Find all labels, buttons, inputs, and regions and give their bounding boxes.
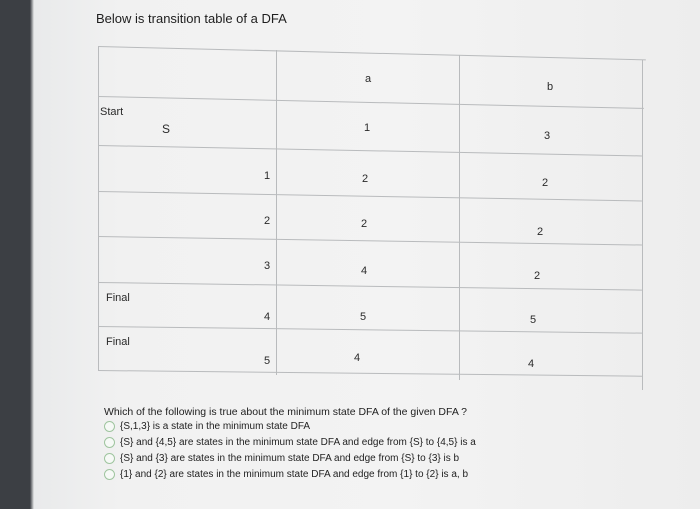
option-label: {S} and {4,5} are states in the minimum state DFA and edge from {S} to {4,5} is a xyxy=(120,437,476,448)
transition-b: 5 xyxy=(530,314,537,326)
transition-a: 4 xyxy=(354,352,361,364)
table-line xyxy=(98,370,642,377)
question-text: Which of the following is true about the minimum state DFA of the given DFA ? xyxy=(104,406,468,418)
row-label-start: Start xyxy=(100,106,124,118)
radio-button[interactable] xyxy=(104,469,115,480)
answer-option[interactable] xyxy=(104,421,310,432)
answer-option[interactable] xyxy=(104,469,468,480)
transition-b: 4 xyxy=(528,358,535,370)
option-label: {1} and {2} are states in the minimum state DFA and edge from {1} to {2} is a, b xyxy=(120,469,469,480)
table-line xyxy=(98,145,642,156)
option-label: {S,1,3} is a state in the minimum state DFA xyxy=(120,421,311,432)
answer-option[interactable] xyxy=(104,453,459,464)
table-line xyxy=(98,236,642,246)
radio-button[interactable] xyxy=(104,453,115,464)
transition-table xyxy=(34,0,700,509)
transition-b: 3 xyxy=(544,130,551,142)
state-cell: 3 xyxy=(264,260,271,272)
table-line xyxy=(98,282,642,291)
transition-a: 2 xyxy=(362,173,369,185)
col-header-a: a xyxy=(365,73,372,85)
radio-button[interactable] xyxy=(104,437,115,448)
page-title: Below is transition table of a DFA xyxy=(96,11,287,26)
table-line xyxy=(459,55,460,380)
transition-a: 5 xyxy=(360,311,367,323)
option-label: {S} and {3} are states in the minimum state DFA and edge from {S} to {3} is b xyxy=(120,453,460,464)
state-cell: 1 xyxy=(264,170,271,182)
table-line xyxy=(98,191,642,201)
row-label-final: Final xyxy=(106,336,130,348)
row-label-final: Final xyxy=(106,292,130,304)
state-cell: 2 xyxy=(264,215,271,227)
table-line xyxy=(98,326,642,334)
col-header-b: b xyxy=(547,81,554,93)
transition-a: 4 xyxy=(361,265,368,277)
table-line xyxy=(98,46,646,60)
state-cell: 5 xyxy=(264,355,271,367)
transition-b: 2 xyxy=(542,177,549,189)
table-line xyxy=(276,50,277,375)
page xyxy=(34,0,700,509)
radio-button[interactable] xyxy=(104,421,115,432)
answer-option[interactable] xyxy=(104,437,476,448)
table-line xyxy=(642,60,643,390)
transition-b: 2 xyxy=(534,270,541,282)
table-line xyxy=(98,96,644,109)
transition-a: 2 xyxy=(361,218,368,230)
transition-b: 2 xyxy=(537,226,544,238)
state-cell: S xyxy=(162,122,171,136)
state-cell: 4 xyxy=(264,311,271,323)
table-line xyxy=(98,46,99,370)
transition-a: 1 xyxy=(364,122,371,134)
